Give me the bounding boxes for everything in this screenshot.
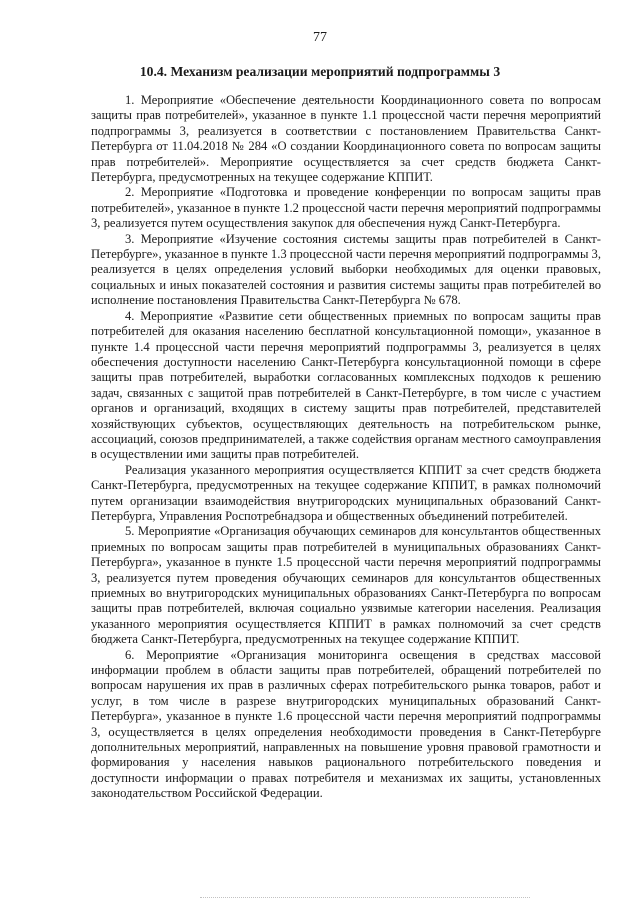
page-number: 77 — [313, 30, 327, 45]
section-heading: 10.4. Механизм реализации мероприятий подпрограммы 3 — [139, 64, 501, 79]
paragraph-1: 1. Мероприятие «Обеспечение деятельности Координационного совета по вопросам защиты прав потребителей», указанное в пункте 1.1 процессной части перечня мероприятий подпрограммы 3, реализуется в соответствии с постановлением Правительства Санкт-Петербурга от 11.04.2018 № 284 «О создании Координационного совета по вопросам защиты прав потребителей». Мероприятие осуществляется за счет средств бюджета Санкт-Петербурга, предусмотренных на текущее содержание КППИТ. — [91, 93, 601, 185]
paragraph-4-implementation: Реализация указанного мероприятия осуществляется КППИТ за счет средств бюджета Санкт-Петербурга, предусмотренных на текущее содержание КППИТ, в рамках полномочий путем организации взаимодействия внутригородских муниципальных образований Санкт-Петербурга, Управления Роспотребнадзора и общественных объединений потребителей. — [91, 462, 601, 523]
paragraph-5: 5. Мероприятие «Организация обучающих семинаров для консультантов общественных приемных по вопросам защиты прав потребителей в муниципальных образованиях Санкт-Петербурга», указанное в пункте 1.5 процессной части перечня мероприятий подпрограммы 3, реализуется путем проведения обучающих семинаров для консультантов общественных приемных во внутригородских муниципальных образованиях Санкт-Петербурга по вопросам защиты прав потребителей, включая социально уязвимые категории населения. Реализация указанного мероприятия осуществляется КППИТ в рамках полномочий за счет средств бюджета Санкт-Петербурга, предусмотренных на текущее содержание КППИТ. — [91, 524, 601, 647]
paragraph-2: 2. Мероприятие «Подготовка и проведение конференции по вопросам защиты прав потребителей», указанное в пункте 1.2 процессной части перечня мероприятий подпрограммы 3, реализуется путем осуществления закупок для обеспечения нужд Санкт-Петербурга. — [91, 185, 601, 231]
section-body — [91, 93, 601, 802]
scan-artifact-line — [200, 897, 530, 900]
paragraph-3: 3. Мероприятие «Изучение состояния системы защиты прав потребителей в Санкт-Петербурге», указанное в пункте 1.3 процессной части перечня мероприятий подпрограммы 3, реализуется в целях определения условий выборки необходимых для оценки правовых, социальных и иных показателей состояния и развития системы защиты прав потребителей во исполнение постановления Правительства Санкт-Петербурга № 678. — [91, 231, 601, 308]
paragraph-6: 6. Мероприятие «Организация мониторинга освещения в средствах массовой информации проблем в области защиты прав потребителей, обращений потребителей по вопросам нарушения их прав в различных сферах потребительского рынка товаров, работ и услуг, в том числе в разрезе внутригородских муниципальных образований Санкт-Петербурга», указанное в пункте 1.6 процессной части перечня мероприятий подпрограммы 3, осуществляется в целях определения необходимости проведения в Санкт-Петербурге дополнительных мероприятий, направленных на повышение уровня правовой грамотности и формирования у населения навыков рационального потребительского поведения и доступности информации о правах потребителя и механизмах их защиты, установленных законодательством Российской Федерации. — [91, 647, 601, 801]
paragraph-4: 4. Мероприятие «Развитие сети общественных приемных по вопросам защиты прав потребителей для оказания населению бесплатной консультационной помощи», указанное в пункте 1.4 процессной части перечня мероприятий подпрограммы 3, реализуется в целях обеспечения доступности населению Санкт-Петербурга консультационной помощи в сфере защиты прав потребителей, выработки согласованных комплексных подходов к решению задач, связанных с защитой прав потребителей в Санкт-Петербурге, в том числе с участием органов и организаций, входящих в систему защиты прав потребителей, представителей хозяйствующих субъектов, осуществляющих деятельность на потребительском рынке, ассоциаций, союзов предпринимателей, а также содействия органам местного самоуправления в осуществлении ими защиты прав потребителей. — [91, 308, 601, 462]
